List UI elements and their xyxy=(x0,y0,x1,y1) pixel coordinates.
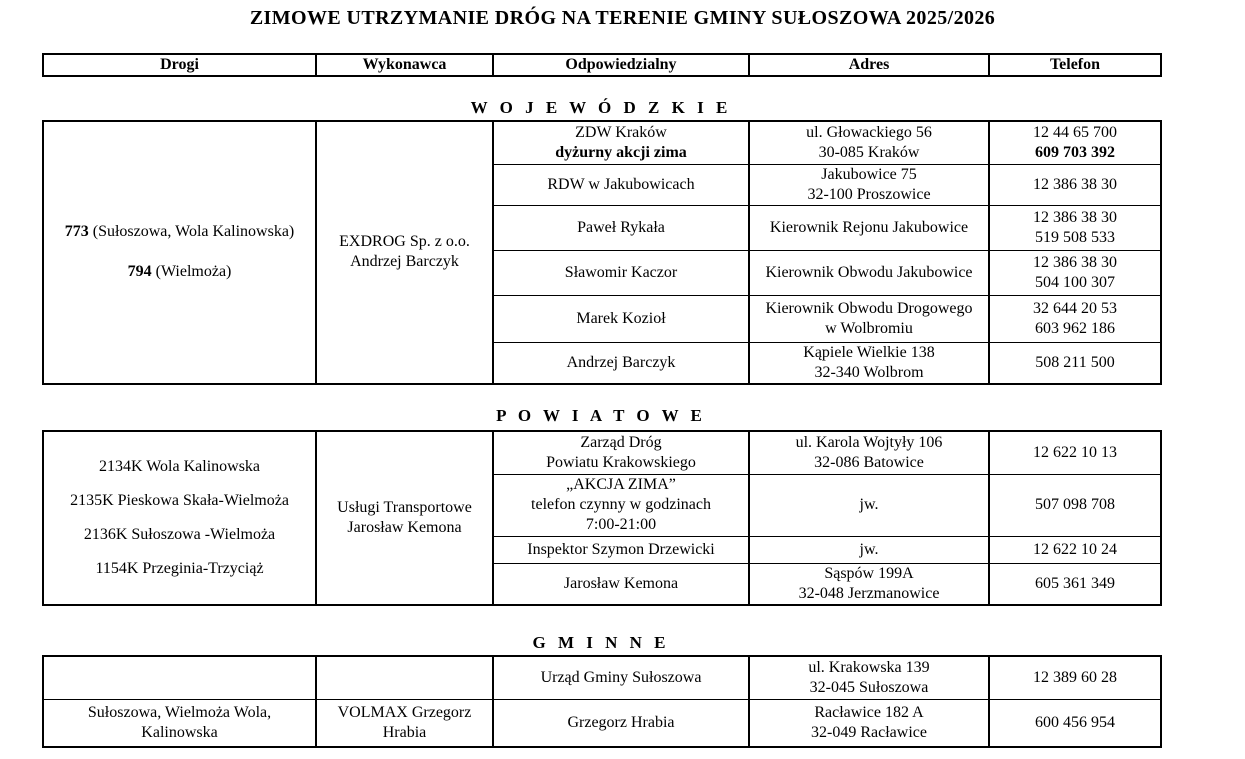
column-header-odpowiedzialny: Odpowiedzialny xyxy=(493,54,749,76)
cell-drogi xyxy=(43,121,316,384)
phone-number: 12 389 60 28 xyxy=(1033,668,1117,686)
responsible-line: Sławomir Kaczor xyxy=(564,263,678,281)
responsible-line: „AKCJA ZIMA” xyxy=(566,476,676,493)
cell-wykonawca xyxy=(316,431,493,605)
cell-adres xyxy=(749,121,989,164)
phone-number: 12 622 10 24 xyxy=(1033,540,1117,558)
phone-number: 12 386 38 30 xyxy=(1033,175,1117,193)
cell-adres xyxy=(749,474,989,536)
cell-adres xyxy=(749,699,989,747)
cell-odpowiedzialny xyxy=(493,699,749,747)
phone-number: 507 098 708 xyxy=(1035,496,1115,513)
address-line: Kąpiele Wielkie 138 xyxy=(803,343,935,361)
address-line: 30-085 Kraków xyxy=(818,143,920,161)
road-name: (Sułoszowa, Wola Kalinowska) xyxy=(88,223,295,241)
contractor-person: Hrabia xyxy=(382,723,427,741)
cell-telefon xyxy=(989,250,1161,295)
cell-odpowiedzialny xyxy=(493,431,749,474)
contractor-name: VOLMAX Grzegorz xyxy=(337,703,472,721)
cell-adres xyxy=(749,656,989,699)
responsible-line: Urząd Gminy Sułoszowa xyxy=(540,668,702,686)
cell-odpowiedzialny xyxy=(493,205,749,250)
table-gminne xyxy=(42,655,1162,748)
road-item xyxy=(128,262,232,282)
responsible-line: Andrzej Barczyk xyxy=(566,353,676,371)
cell-telefon xyxy=(989,431,1161,474)
cell-odpowiedzialny xyxy=(493,250,749,295)
section-heading-powiatowe: P O W I A T O W E xyxy=(496,406,706,425)
cell-wykonawca xyxy=(316,121,493,384)
contractor-name: Usługi Transportowe xyxy=(337,498,472,516)
address-line: 32-045 Sułoszowa xyxy=(809,678,929,696)
contractor-person: Andrzej Barczyk xyxy=(350,253,459,271)
cell-adres xyxy=(749,164,989,205)
cell-adres xyxy=(749,563,989,605)
cell-telefon xyxy=(989,656,1161,699)
address-line: Kierownik Rejonu Jakubowice xyxy=(769,218,969,236)
responsible-line: telefon czynny w godzinach xyxy=(531,496,711,513)
address-line: 32-100 Proszowice xyxy=(807,185,931,203)
responsible-line: Powiatu Krakowskiego xyxy=(546,453,696,471)
cell-telefon xyxy=(989,342,1161,384)
responsible-line: Paweł Rykała xyxy=(577,218,665,236)
cell-telefon xyxy=(989,563,1161,605)
column-header-table xyxy=(42,53,1162,77)
contractor-name: EXDROG Sp. z o.o. xyxy=(339,233,470,251)
column-header-adres: Adres xyxy=(749,54,989,76)
responsible-line: Jarosław Kemona xyxy=(563,574,679,592)
responsible-line: Marek Kozioł xyxy=(576,309,666,327)
document-title: ZIMOWE UTRZYMANIE DRÓG NA TERENIE GMINY SUŁOSZOWA 2025/2026 xyxy=(249,7,996,29)
road-item: 2134K Wola Kalinowska xyxy=(98,457,261,475)
address-line: ul. Krakowska 139 xyxy=(808,658,930,676)
cell-telefon xyxy=(989,474,1161,536)
phone-number: 519 508 533 xyxy=(1035,228,1115,246)
address-line: Kierownik Obwodu Drogowego xyxy=(765,299,973,317)
cell-telefon xyxy=(989,536,1161,563)
column-header-telefon: Telefon xyxy=(989,54,1161,76)
phone-number: 504 100 307 xyxy=(1035,273,1115,291)
cell-wykonawca xyxy=(316,656,493,699)
cell-adres xyxy=(749,342,989,384)
address-line: 32-340 Wolbrom xyxy=(814,363,924,381)
responsible-line: Zarząd Dróg xyxy=(580,433,662,451)
phone-number: 12 44 65 700 xyxy=(1033,123,1117,141)
road-item: Sułoszowa, Wielmoża Wola, xyxy=(87,703,272,721)
phone-number: 12 386 38 30 xyxy=(1033,253,1117,271)
responsible-line: Inspektor Szymon Drzewicki xyxy=(527,540,715,558)
cell-adres xyxy=(749,250,989,295)
road-item: 2135K Pieskowa Skała-Wielmoża xyxy=(70,491,289,509)
address-line: Racławice 182 A xyxy=(814,703,924,721)
cell-adres xyxy=(749,205,989,250)
phone-number: 600 456 954 xyxy=(1035,713,1115,731)
road-item: 2136K Sułoszowa -Wielmoża xyxy=(83,525,276,543)
cell-drogi xyxy=(43,431,316,605)
address-line: w Wolbromiu xyxy=(825,319,913,337)
road-list xyxy=(44,457,315,579)
cell-odpowiedzialny xyxy=(493,536,749,563)
cell-odpowiedzialny xyxy=(493,656,749,699)
phone-number: 605 361 349 xyxy=(1035,574,1115,592)
address-line: Kierownik Obwodu Jakubowice xyxy=(765,263,973,281)
cell-telefon xyxy=(989,164,1161,205)
cell-adres xyxy=(749,295,989,342)
table-row xyxy=(43,699,1161,747)
phone-number: 508 211 500 xyxy=(1035,353,1115,371)
cell-telefon xyxy=(989,295,1161,342)
cell-adres xyxy=(749,536,989,563)
table-powiatowe xyxy=(42,430,1162,606)
address-line: Sąspów 199A xyxy=(824,564,914,582)
cell-odpowiedzialny xyxy=(493,295,749,342)
address-line: 32-048 Jerzmanowice xyxy=(798,584,940,602)
table-row xyxy=(43,121,1161,164)
road-item: 1154K Przeginia-Trzyciąż xyxy=(95,559,264,577)
phone-number: 603 962 186 xyxy=(1035,319,1115,337)
cell-odpowiedzialny xyxy=(493,121,749,164)
road-number: 794 xyxy=(127,263,152,281)
cell-telefon xyxy=(989,699,1161,747)
column-header-drogi: Drogi xyxy=(43,54,316,76)
section-heading-gminne: G M I N N E xyxy=(532,633,670,652)
cell-odpowiedzialny xyxy=(493,342,749,384)
contractor-person: Jarosław Kemona xyxy=(347,518,462,536)
cell-adres xyxy=(749,431,989,474)
phone-number: 12 622 10 13 xyxy=(1033,443,1117,461)
road-item: Kalinowska xyxy=(141,723,218,741)
table-row xyxy=(43,431,1161,474)
phone-number: 12 386 38 30 xyxy=(1033,208,1117,226)
cell-telefon xyxy=(989,205,1161,250)
address-line: ul. Karola Wojtyły 106 xyxy=(795,433,943,451)
address-line: jw. xyxy=(859,496,879,513)
column-header-wykonawca: Wykonawca xyxy=(316,54,493,76)
road-number: 773 xyxy=(64,223,89,241)
road-item xyxy=(65,222,295,242)
road-list xyxy=(44,222,315,282)
cell-drogi xyxy=(43,656,316,699)
cell-odpowiedzialny xyxy=(493,164,749,205)
address-line: Jakubowice 75 xyxy=(821,165,917,183)
responsible-line: ZDW Kraków xyxy=(575,123,667,141)
cell-telefon xyxy=(989,121,1161,164)
phone-number: 32 644 20 53 xyxy=(1033,299,1117,317)
section-heading-wojewodzkie: W O J E W Ó D Z K I E xyxy=(470,98,732,117)
responsible-line: dyżurny akcji zima xyxy=(555,143,687,161)
responsible-line: Grzegorz Hrabia xyxy=(567,713,675,731)
cell-odpowiedzialny xyxy=(493,474,749,536)
phone-number: 609 703 392 xyxy=(1035,143,1115,161)
address-line: 32-049 Racławice xyxy=(811,723,927,741)
responsible-line: RDW w Jakubowicach xyxy=(547,175,695,193)
address-line: jw. xyxy=(859,540,879,558)
cell-wykonawca xyxy=(316,699,493,747)
cell-drogi xyxy=(43,699,316,747)
table-wojewodzkie xyxy=(42,120,1162,385)
road-name: (Wielmoża) xyxy=(151,263,232,281)
address-line: ul. Głowackiego 56 xyxy=(806,123,932,141)
responsible-line: 7:00-21:00 xyxy=(585,516,657,533)
table-row xyxy=(43,656,1161,699)
cell-odpowiedzialny xyxy=(493,563,749,605)
column-header-row xyxy=(43,54,1161,76)
address-line: 32-086 Batowice xyxy=(814,453,924,471)
